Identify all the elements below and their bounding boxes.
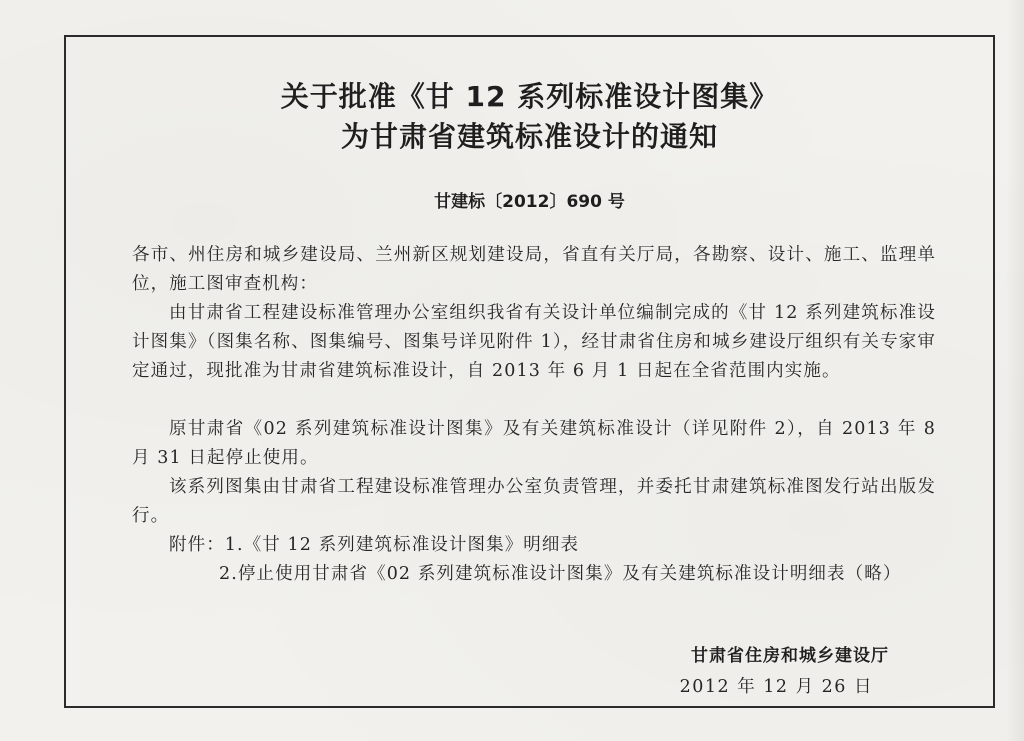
document-number: 甘建标〔2012〕690 号 xyxy=(434,192,625,212)
approval-paragraph: 由甘肃省工程建设标准管理办公室组织我省有关设计单位编制完成的《甘 12 系列建筑标准设计图集》（图集名称、图集编号、图集号详见附件 1），经甘肃省住房和城乡建设厅组织有关专家审定通过，现批准为甘肃省建筑标准设计，自 2013 年 6 月 1 日起在全省范围内实施。 xyxy=(132,303,936,381)
discontinuation-paragraph: 原甘肃省《02 系列建筑标准设计图集》及有关建筑标准设计（详见附件 2），自 2013 年 8 月 31 日起停止使用。 xyxy=(132,419,936,468)
attachment-item-1: 附件：1.《甘 12 系列建筑标准设计图集》明细表 xyxy=(169,535,580,555)
page-edge-shadow xyxy=(1006,0,1024,741)
attachment-item-2: 2.停止使用甘肃省《02 系列建筑标准设计图集》及有关建筑标准设计明细表（略） xyxy=(219,564,902,584)
management-paragraph: 该系列图集由甘肃省工程建设标准管理办公室负责管理，并委托甘肃建筑标准图发行站出版发行。 xyxy=(132,477,936,526)
issue-date: 2012 年 12 月 26 日 xyxy=(679,677,873,697)
notice-title-line-2: 为甘肃省建筑标准设计的通知 xyxy=(340,120,718,153)
notice-title-line-1: 关于批准《甘 12 系列标准设计图集》 xyxy=(280,80,779,113)
notice-frame xyxy=(64,35,995,708)
salutation-paragraph: 各市、州住房和城乡建设局、兰州新区规划建设局，省直有关厅局，各勘察、设计、施工、监理单位，施工图审查机构： xyxy=(132,245,936,294)
issuing-authority: 甘肃省住房和城乡建设厅 xyxy=(691,646,889,666)
